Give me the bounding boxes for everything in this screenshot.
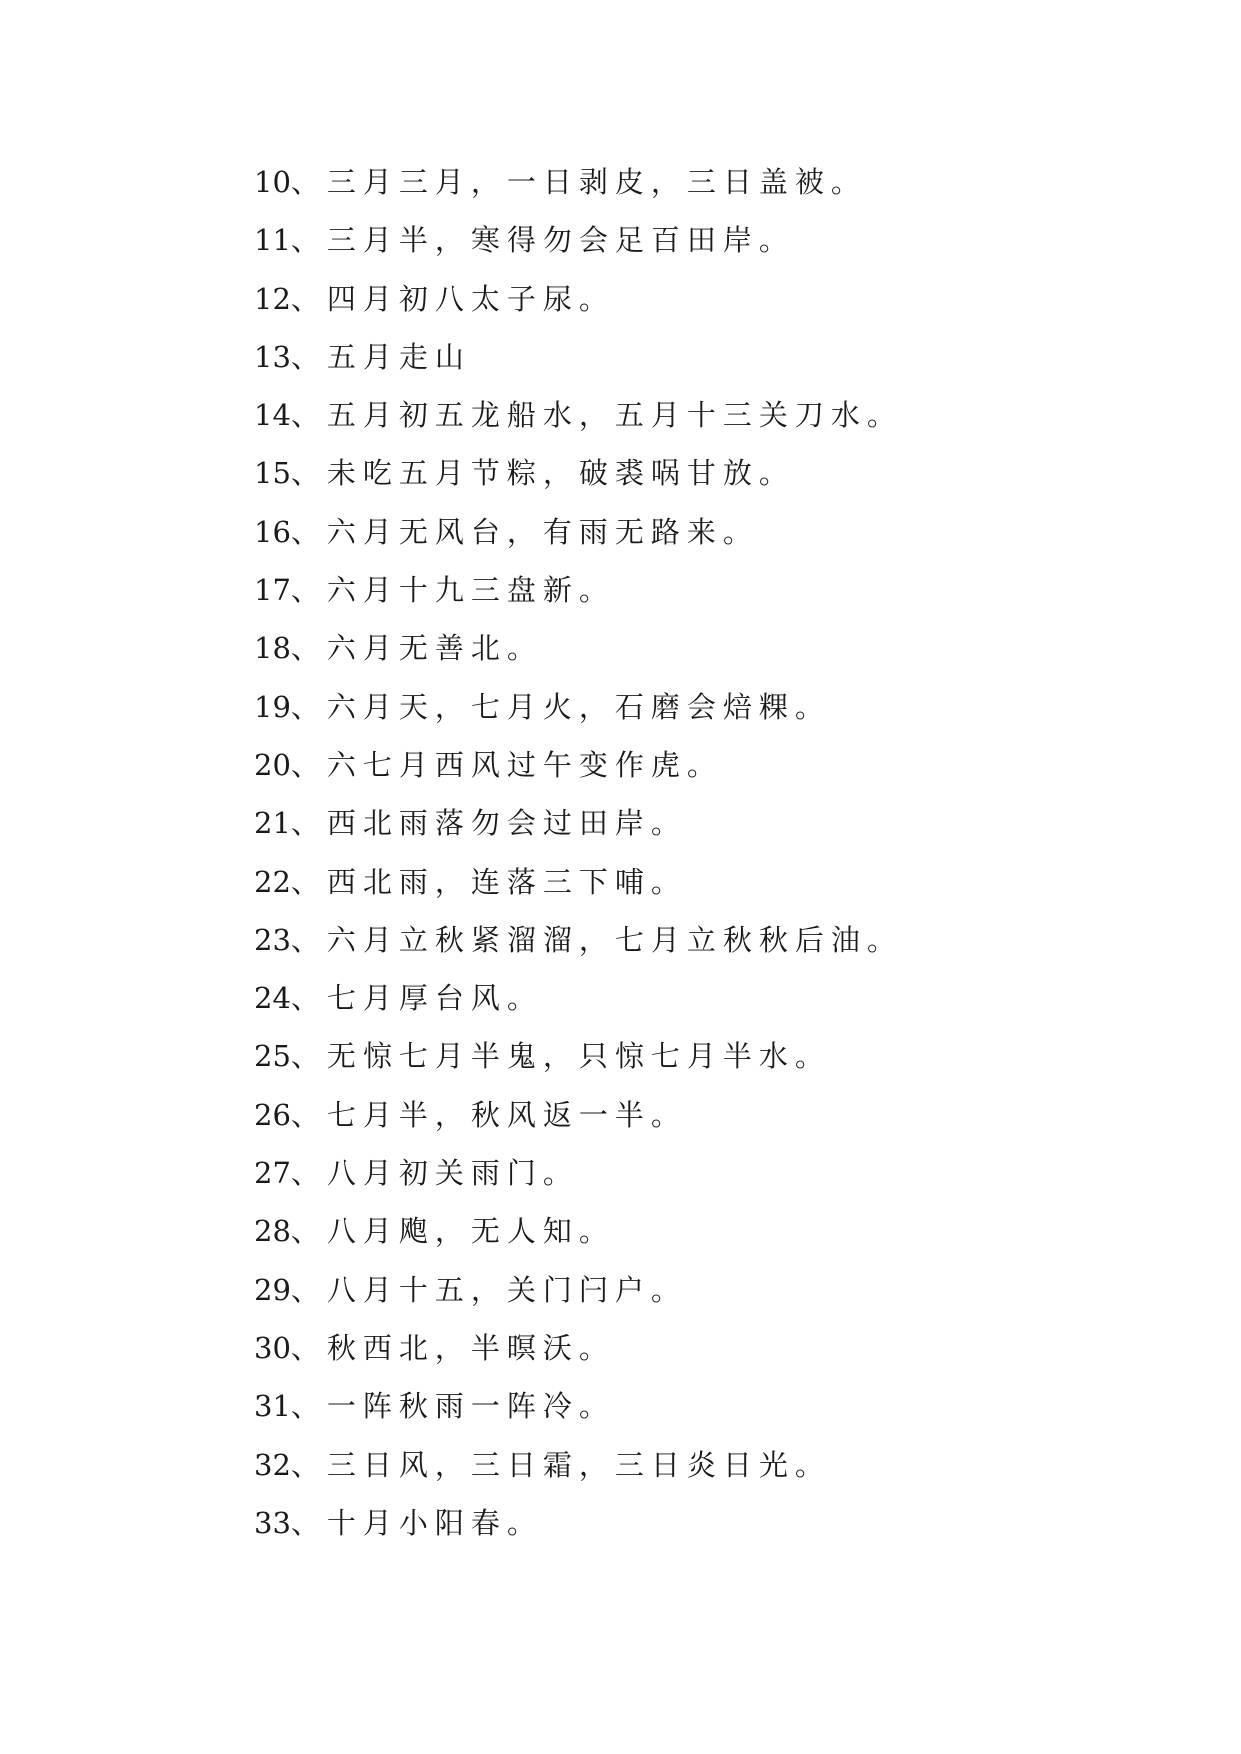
item-separator: 、 (290, 1389, 327, 1424)
item-number: 12 (254, 281, 291, 316)
list-item (254, 1211, 1154, 1269)
list-item (254, 395, 1154, 453)
item-separator: 、 (290, 398, 327, 433)
list-item (254, 1095, 1154, 1153)
item-text: 三日风，三日霜，三日炎日光。 (326, 1447, 831, 1482)
list-item (254, 337, 1154, 395)
item-separator: 、 (290, 1330, 327, 1365)
item-text: 秋西北，半暝沃。 (326, 1330, 615, 1365)
item-text: 十月小阳春。 (326, 1505, 543, 1540)
item-number: 26 (254, 1097, 291, 1132)
list-item (254, 687, 1154, 745)
list-item (254, 745, 1154, 803)
item-separator: 、 (290, 631, 327, 666)
list-item (254, 803, 1154, 861)
item-number: 13 (254, 339, 291, 374)
item-separator: 、 (290, 165, 327, 199)
list-item (254, 1328, 1154, 1386)
item-text: 六月十九三盘新。 (326, 573, 615, 608)
list-item (254, 1503, 1154, 1561)
item-number: 16 (254, 514, 291, 549)
item-separator: 、 (290, 339, 327, 374)
proverb-list (254, 162, 1154, 1561)
item-text: 七月厚台风。 (326, 981, 543, 1016)
list-item (254, 220, 1154, 278)
item-separator: 、 (290, 981, 327, 1016)
list-item (254, 1386, 1154, 1444)
list-item (254, 162, 1154, 220)
item-text: 一阵秋雨一阵冷。 (326, 1389, 615, 1424)
item-number: 20 (254, 747, 291, 782)
item-separator: 、 (290, 1156, 327, 1191)
item-number: 24 (254, 981, 291, 1016)
item-separator: 、 (290, 1272, 327, 1307)
list-item (254, 570, 1154, 628)
item-number: 22 (254, 864, 291, 899)
list-item (254, 920, 1154, 978)
item-text: 八月十五，关门闩户。 (326, 1272, 687, 1307)
item-separator: 、 (290, 864, 327, 899)
item-number: 29 (254, 1272, 291, 1307)
list-item (254, 862, 1154, 920)
item-text: 西北雨，连落三下哺。 (326, 864, 687, 899)
list-item (254, 512, 1154, 570)
item-separator: 、 (290, 223, 327, 258)
item-text: 三月三月，一日剥皮，三日盖被。 (326, 165, 867, 199)
item-number: 10 (254, 165, 291, 199)
item-number: 28 (254, 1214, 291, 1249)
item-separator: 、 (290, 1505, 327, 1540)
item-text: 六月无善北。 (326, 631, 543, 666)
list-item (254, 628, 1154, 686)
list-item (254, 453, 1154, 511)
item-text: 六七月西风过午变作虎。 (326, 747, 723, 782)
list-item (254, 978, 1154, 1036)
item-separator: 、 (290, 1097, 327, 1132)
list-item (254, 1270, 1154, 1328)
item-text: 无惊七月半鬼，只惊七月半水。 (326, 1039, 831, 1074)
item-number: 21 (254, 806, 291, 841)
item-text: 七月半，秋风返一半。 (326, 1097, 687, 1132)
list-item (254, 279, 1154, 337)
item-number: 25 (254, 1039, 291, 1074)
item-text: 五月初五龙船水，五月十三关刀水。 (326, 398, 903, 433)
item-number: 17 (254, 573, 291, 608)
item-text: 三月半，寒得勿会足百田岸。 (326, 223, 795, 258)
item-number: 31 (254, 1389, 291, 1424)
item-number: 14 (254, 398, 291, 433)
item-separator: 、 (290, 1447, 327, 1482)
item-text: 八月初关雨门。 (326, 1156, 579, 1191)
item-text: 四月初八太子尿。 (326, 281, 615, 316)
item-separator: 、 (290, 922, 327, 957)
item-separator: 、 (290, 573, 327, 608)
item-text: 未吃五月节粽，破裘㖞甘放。 (326, 456, 795, 491)
list-item (254, 1153, 1154, 1211)
item-text: 六月无风台，有雨无路来。 (326, 514, 759, 549)
item-separator: 、 (290, 747, 327, 782)
item-text: 六月立秋紧溜溜，七月立秋秋后油。 (326, 922, 903, 957)
item-number: 23 (254, 922, 291, 957)
item-text: 西北雨落勿会过田岸。 (326, 806, 687, 841)
item-number: 27 (254, 1156, 291, 1191)
item-separator: 、 (290, 1039, 327, 1074)
item-number: 18 (254, 631, 291, 666)
item-number: 19 (254, 689, 291, 724)
item-number: 15 (254, 456, 291, 491)
item-separator: 、 (290, 689, 327, 724)
item-text: 五月走山 (326, 339, 471, 374)
item-number: 32 (254, 1447, 291, 1482)
item-text: 六月天，七月火，石磨会焙粿。 (326, 689, 831, 724)
item-separator: 、 (290, 456, 327, 491)
item-number: 30 (254, 1330, 291, 1365)
item-text: 八月飑，无人知。 (326, 1214, 615, 1249)
list-item (254, 1036, 1154, 1094)
list-item (254, 1445, 1154, 1503)
item-separator: 、 (290, 806, 327, 841)
item-number: 11 (254, 223, 291, 258)
item-number: 33 (254, 1505, 291, 1540)
item-separator: 、 (290, 1214, 327, 1249)
item-separator: 、 (290, 514, 327, 549)
item-separator: 、 (290, 281, 327, 316)
